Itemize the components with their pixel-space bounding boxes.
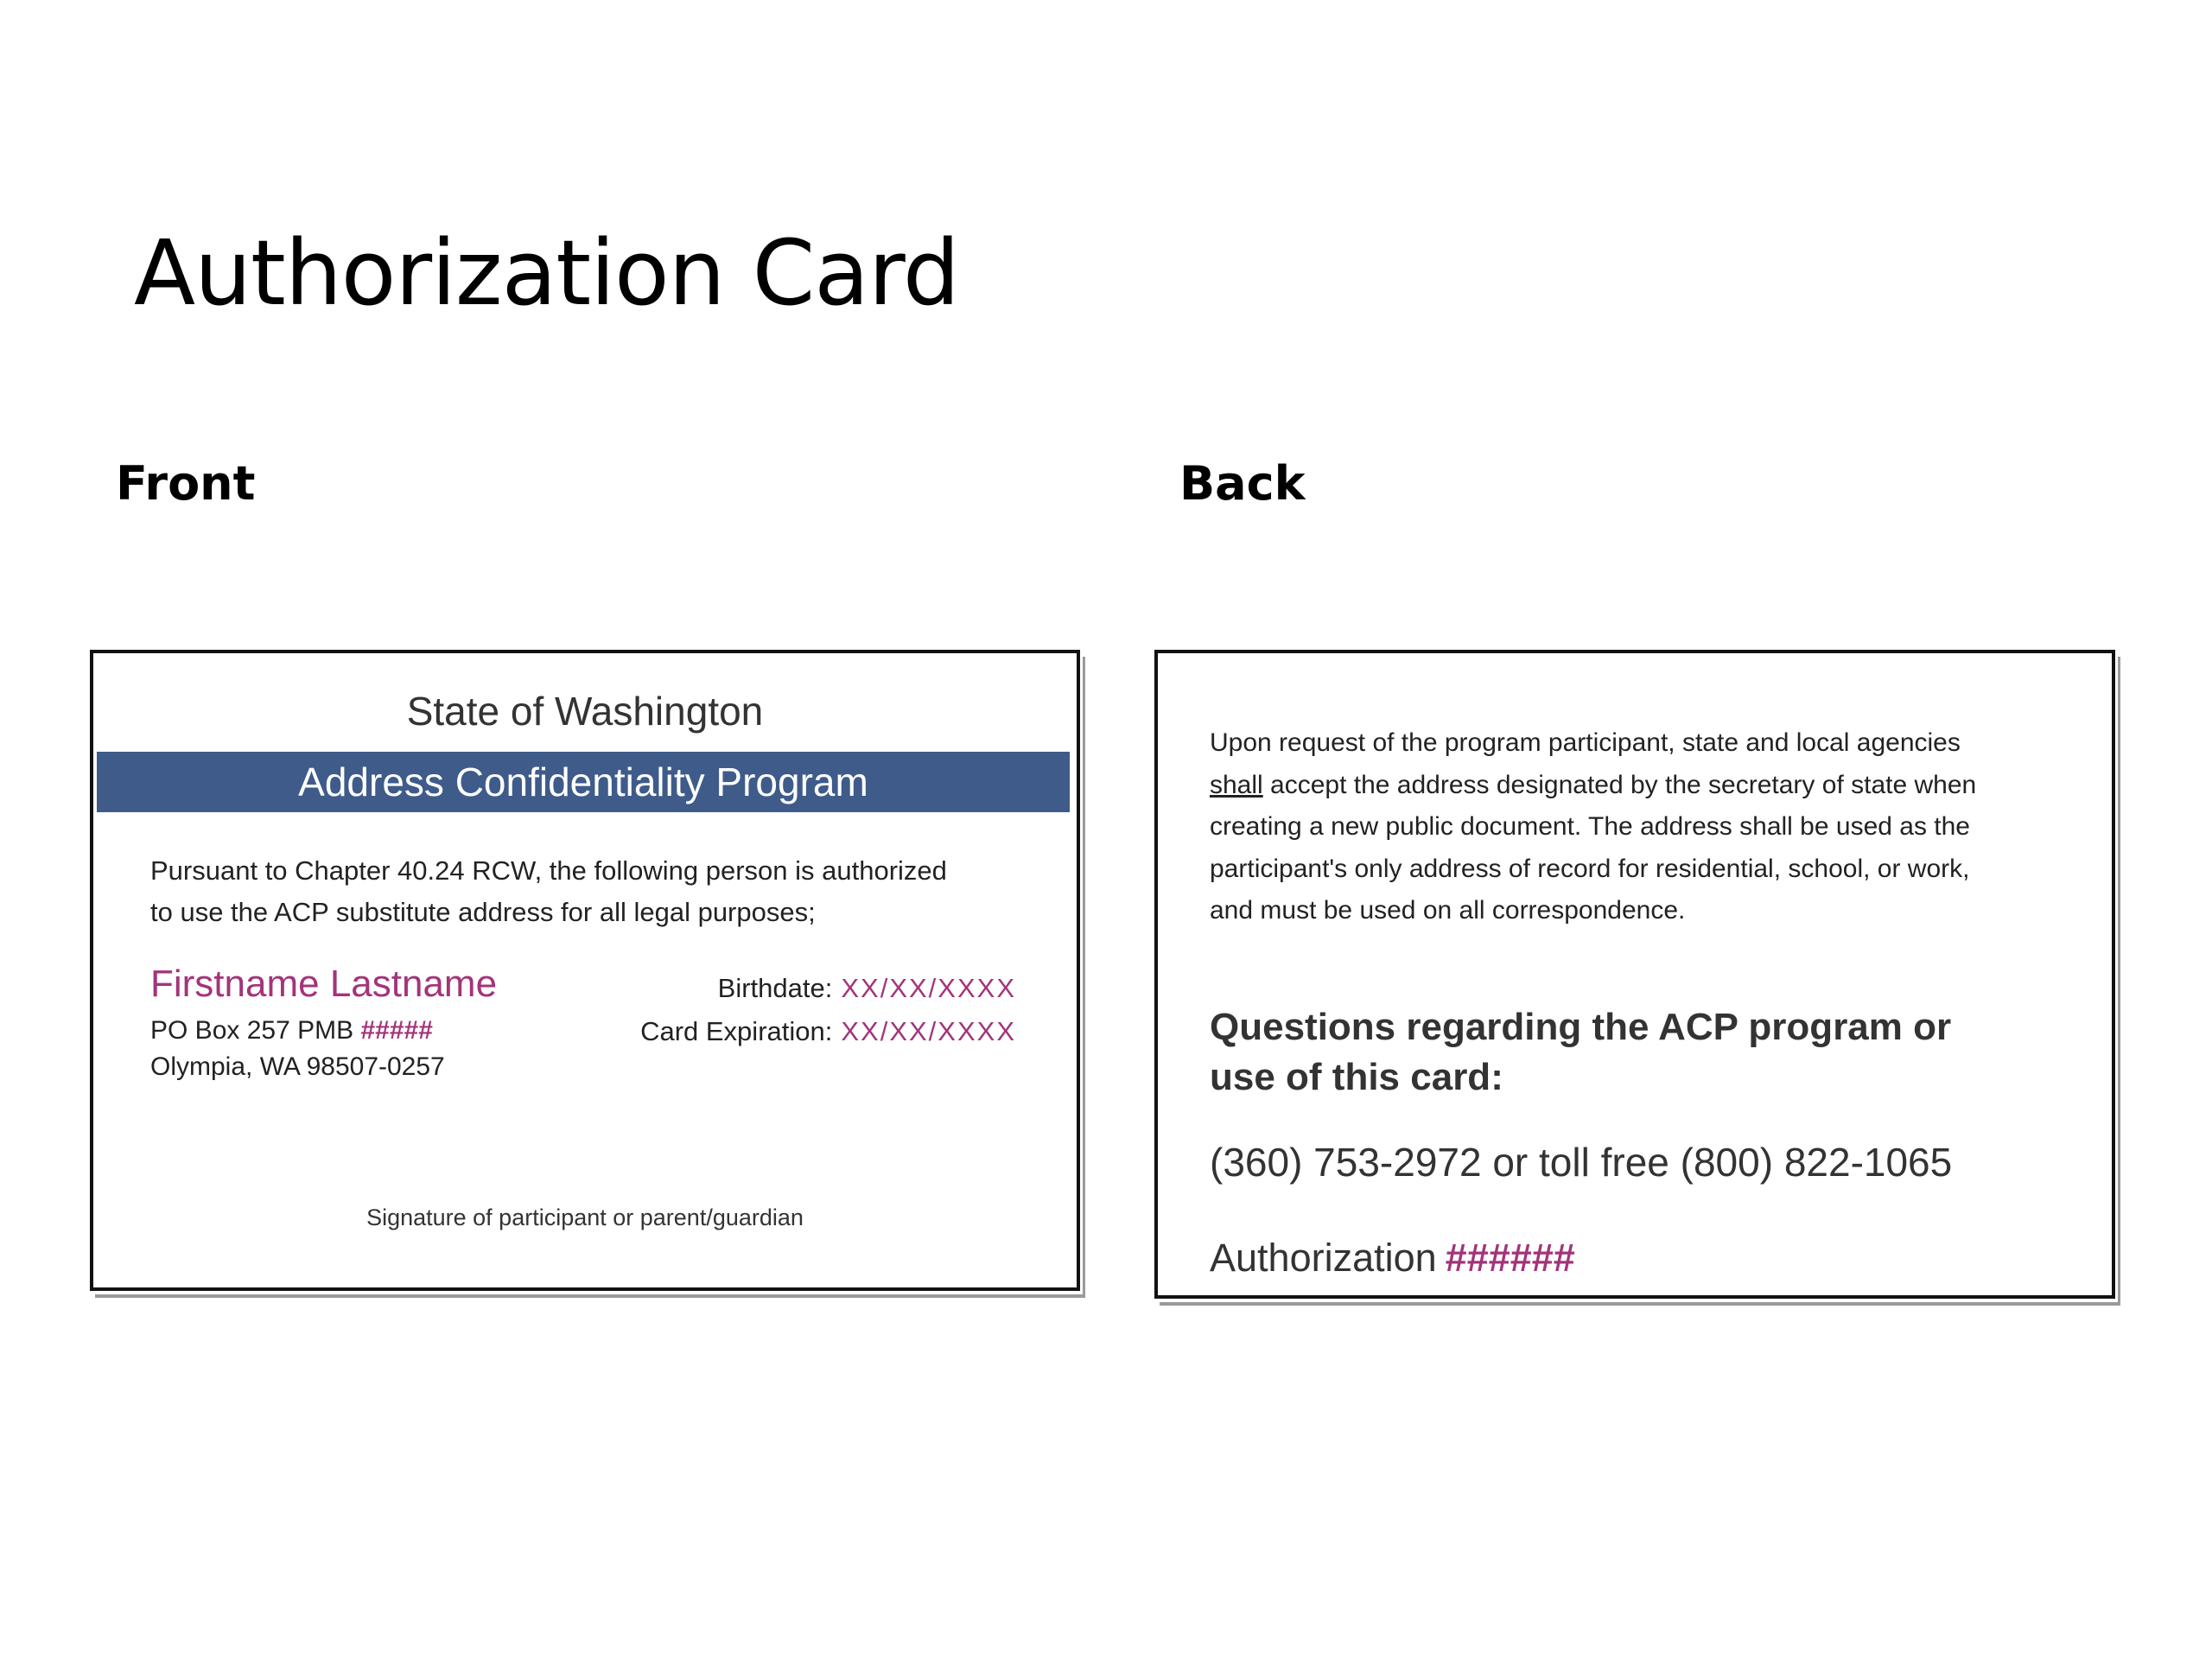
- pursuant-line-2: to use the ACP substitute address for all legal purposes;: [150, 897, 816, 927]
- address-line-1: [150, 1016, 433, 1046]
- slide-title: Authorization Card: [134, 220, 959, 326]
- expiration-value: XX/XX/XXXX: [841, 1016, 1016, 1046]
- card-back: [1154, 650, 2115, 1299]
- participant-name: Firstname Lastname: [150, 963, 498, 1005]
- authorization-number: ######: [1445, 1236, 1575, 1280]
- notice-shall: shall: [1210, 770, 1263, 799]
- notice-line-5: and must be used on all correspondence.: [1210, 896, 1686, 925]
- expiration-label: Card Expiration:: [640, 1016, 833, 1046]
- notice-line-2: [1210, 765, 2074, 807]
- address-line-1-prefix: PO Box 257 PMB: [150, 1016, 354, 1045]
- questions-line-1: Questions regarding the ACP program or: [1210, 1006, 1952, 1048]
- notice-line-1: Upon request of the program participant, state and local agencies: [1210, 728, 1961, 757]
- front-label: Front: [116, 456, 256, 511]
- pursuant-line-1: Pursuant to Chapter 40.24 RCW, the following person is authorized: [150, 855, 947, 886]
- pursuant-statement: [150, 850, 1040, 933]
- notice-line-4: participant's only address of record for residential, school, or work,: [1210, 854, 1970, 883]
- authorization-line: [1210, 1236, 1575, 1281]
- program-name-banner: Address Confidentiality Program: [97, 752, 1070, 812]
- authorization-label: Authorization: [1210, 1236, 1437, 1280]
- address-line-2: Olympia, WA 98507-0257: [150, 1052, 445, 1081]
- birthdate-row: [718, 973, 1016, 1004]
- questions-heading: [1210, 1002, 2074, 1103]
- birthdate-label: Birthdate:: [717, 973, 833, 1003]
- state-title: State of Washington: [406, 689, 764, 734]
- questions-line-2: use of this card:: [1210, 1056, 1503, 1098]
- pmb-number: #####: [360, 1016, 433, 1045]
- notice-line-2-rest: accept the address designated by the secretary of state when: [1262, 770, 1977, 799]
- back-label: Back: [1179, 456, 1306, 511]
- notice-line-3: creating a new public document. The address shall be used as the: [1210, 812, 1970, 841]
- signature-caption: Signature of participant or parent/guardian: [366, 1205, 804, 1230]
- contact-phone: (360) 753-2972 or toll free (800) 822-1065: [1210, 1140, 1953, 1185]
- agency-notice: [1210, 722, 2074, 932]
- expiration-row: [640, 1016, 1016, 1047]
- birthdate-value: XX/XX/XXXX: [841, 973, 1016, 1003]
- card-front: [90, 650, 1080, 1291]
